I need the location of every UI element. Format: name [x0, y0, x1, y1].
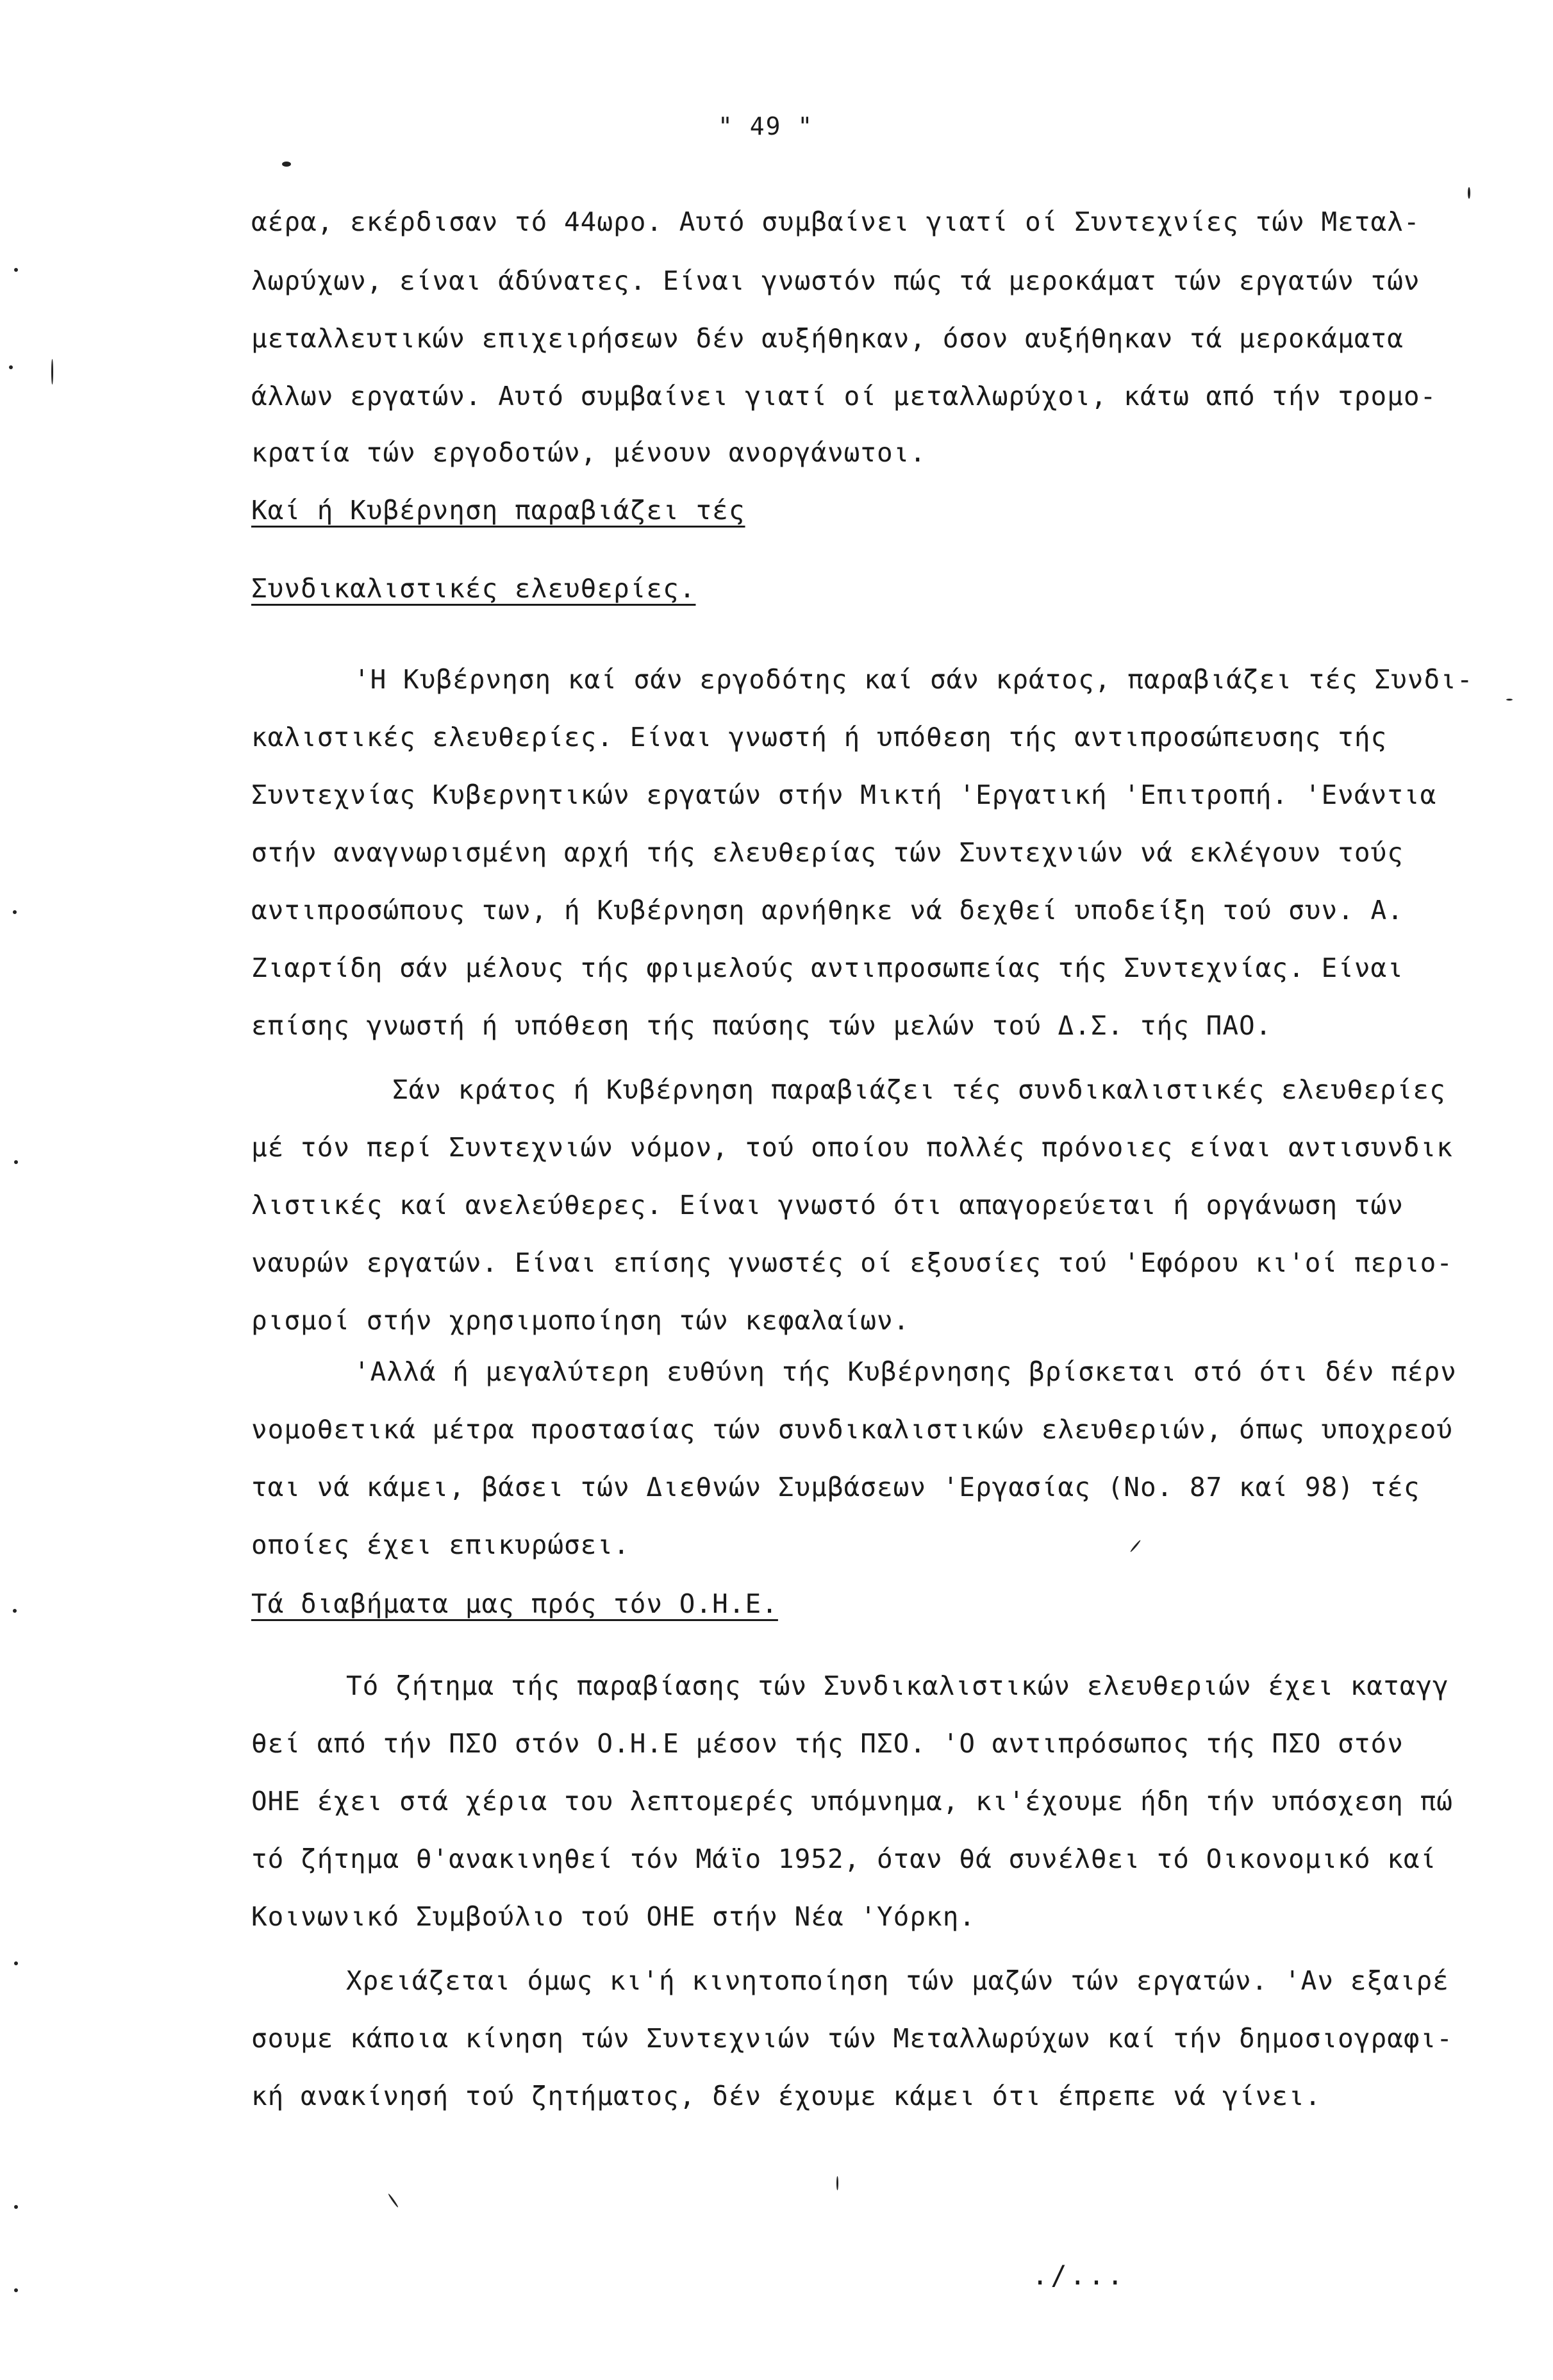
text-line-4: άλλων εργατών. Αυτό συμβαίνει γιατί οί μεταλλωρύχοι, κάτω από τήν τρομο-	[251, 381, 1437, 412]
text-line-30: Χρειάζεται όμως κι'ή κινητοποίηση τών μαζών τών εργατών. 'Αν εξαιρέ	[346, 1965, 1449, 1996]
text-line-9: καλιστικές ελευθερίες. Είναι γνωστή ή υπόθεση τής αντιπροσώπευσης τής	[251, 722, 1388, 753]
text-line-13: Ζιαρτίδη σάν μέλους τής φριμελούς αντιπροσωπείας τής Συντεχνίας. Είναι	[251, 953, 1404, 983]
text-line-16: μέ τόν περί Συντεχνιών νόμον, τού οποίου πολλές πρόνοιες είναι αντισυνδικ	[251, 1132, 1453, 1163]
text-line-14: επίσης γνωστή ή υπόθεση τής παύσης τών μελών τού Δ.Σ. τής ΠΑΟ.	[251, 1010, 1272, 1041]
page-number: " 49 "	[718, 112, 814, 140]
scan-speck	[388, 2193, 399, 2208]
text-line-28: τό ζήτημα θ'ανακινηθεί τόν Μάϊο 1952, όταν θά συνέλθει τό Οικονομικό καί	[251, 1843, 1437, 1874]
text-line-31: σουμε κάποια κίνηση τών Συντεχνιών τών Μεταλλωρύχων καί τήν δημοσιογραφι-	[251, 2023, 1453, 2054]
scan-speck	[1506, 699, 1513, 701]
text-line-15: Σάν κράτος ή Κυβέρνηση παραβιάζει τές συνδικαλιστικές ελευθερίες	[392, 1074, 1446, 1105]
scan-speck	[282, 162, 291, 167]
scan-speck	[14, 2205, 18, 2209]
text-line-23: οποίες έχει επικυρώσει.	[251, 1529, 630, 1560]
scan-speck	[14, 2288, 18, 2292]
text-line-12: αντιπροσώπους των, ή Κυβέρνηση αρνήθηκε νά δεχθεί υποδείξη τού συν. Α.	[251, 895, 1404, 926]
text-line-25: Τό ζήτημα τής παραβίασης τών Συνδικαλιστικών ελευθεριών έχει καταγγ	[346, 1670, 1449, 1701]
scan-speck	[14, 1961, 18, 1965]
text-line-11: στήν αναγνωρισμένη αρχή τής ελευθερίας τών Συντεχνιών νά εκλέγουν τούς	[251, 837, 1404, 868]
scan-speck	[13, 1609, 17, 1613]
text-line-17: λιστικές καί ανελεύθερες. Είναι γνωστό ότι απαγορεύεται ή οργάνωση τών	[251, 1190, 1404, 1220]
scan-speck	[1130, 1540, 1142, 1552]
text-line-5: κρατία τών εργοδοτών, μένουν ανοργάνωτοι.	[251, 437, 927, 468]
text-line-27: ΟΗΕ έχει στά χέρια του λεπτομερές υπόμνημα, κι'έχουμε ήδη τήν υπόσχεση πώ	[251, 1786, 1453, 1817]
scan-speck	[13, 910, 17, 914]
text-line-20: 'Αλλά ή μεγαλύτερη ευθύνη τής Κυβέρνησης βρίσκεται στό ότι δέν πέρν	[354, 1356, 1457, 1387]
text-line-2: λωρύχων, είναι άδύνατες. Είναι γνωστόν πώς τά μεροκάματ τών εργατών τών	[251, 265, 1420, 296]
text-line-8: 'Η Κυβέρνηση καί σάν εργοδότης καί σάν κράτος, παραβιάζει τές Συνδι-	[354, 664, 1474, 695]
scan-speck	[14, 1160, 18, 1164]
section-heading-1a: Καί ή Κυβέρνηση παραβιάζει τές	[251, 495, 745, 526]
scan-speck	[9, 365, 13, 369]
scan-speck	[1468, 187, 1470, 199]
section-heading-1b: Συνδικαλιστικές ελευθερίες.	[251, 573, 696, 604]
text-line-10: Συντεχνίας Κυβερνητικών εργατών στήν Μικτή 'Εργατική 'Επιτροπή. 'Ενάντια	[251, 779, 1437, 810]
text-line-3: μεταλλευτικών επιχειρήσεων δέν αυξήθηκαν, όσον αυξήθηκαν τά μεροκάματα	[251, 323, 1404, 354]
text-line-32: κή ανακίνησή τού ζητήματος, δέν έχουμε κάμει ότι έπρεπε νά γίνει.	[251, 2081, 1322, 2111]
continuation-mark: ./...	[1032, 2259, 1126, 2291]
section-heading-2: Τά διαβήματα μας πρός τόν Ο.Η.Ε.	[251, 1588, 778, 1619]
scan-speck	[51, 359, 53, 385]
text-line-1: αέρα, εκέρδισαν τό 44ωρο. Αυτό συμβαίνει γιατί οί Συντεχνίες τών Μεταλ-	[251, 206, 1420, 237]
text-line-18: ναυρών εργατών. Είναι επίσης γνωστές οί εξουσίες τού 'Εφόρου κι'οί περιο-	[251, 1247, 1453, 1278]
text-line-21: νομοθετικά μέτρα προστασίας τών συνδικαλιστικών ελευθεριών, όπως υποχρεού	[251, 1414, 1453, 1445]
text-line-29: Κοινωνικό Συμβούλιο τού ΟΗΕ στήν Νέα 'Υόρκη.	[251, 1901, 976, 1932]
text-line-19: ρισμοί στήν χρησιμοποίηση τών κεφαλαίων.	[251, 1305, 910, 1336]
scan-speck	[14, 268, 18, 272]
text-line-22: ται νά κάμει, βάσει τών Διεθνών Συμβάσεων 'Εργασίας (Νο. 87 καί 98) τές	[251, 1472, 1420, 1502]
text-line-26: θεί από τήν ΠΣΟ στόν Ο.Η.Ε μέσον τής ΠΣΟ. 'Ο αντιπρόσωπος τής ΠΣΟ στόν	[251, 1728, 1404, 1759]
scan-speck	[836, 2176, 838, 2190]
